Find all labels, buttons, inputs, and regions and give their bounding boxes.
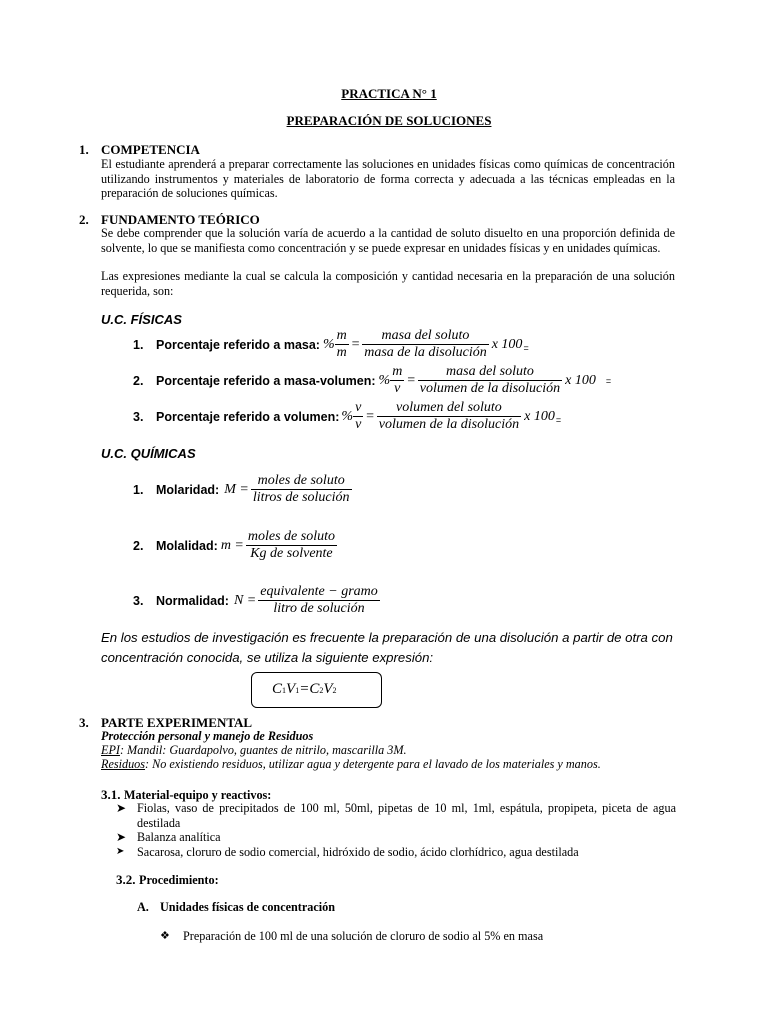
residuos-text: : No existiendo residuos, utilizar agua y detergente para el lavado de los materiales y manos. (145, 757, 601, 771)
quimica-formula-2 (133, 529, 337, 562)
fisica-2-percent: % (378, 372, 391, 388)
subsection-a-number: A. (137, 900, 149, 914)
title-number: N° 1 (412, 86, 437, 101)
fisica-formula-3: 3. Porcentaje referido a volumen: % $\frac{v}{v}$ = $\frac{\text{volumen del soluto}}{\text{volumen de la disolución}}$ x 100 = (133, 400, 562, 432)
fisica-1-percent: % (322, 336, 335, 352)
quimica-1-number: 1. (133, 482, 144, 497)
quimica-3-label: Normalidad: (156, 593, 229, 608)
section-3-2-title: Procedimiento: (139, 873, 219, 887)
fisicas-heading: U.C. FÍSICAS (101, 312, 182, 327)
materials-list (116, 801, 676, 859)
arrow-bullet-icon: ➤ (116, 845, 125, 857)
arrow-bullet-icon: ➤ (116, 830, 127, 844)
quimica-2-number: 2. (133, 538, 144, 553)
section-2-text-1: Se debe comprender que la solución varía de acuerdo a la cantidad de soluto disuelto en una proporción definida de solvente, lo que se manifiesta como concentración y se puede expresar en unidades físicas y en unidades químicas. (101, 226, 675, 255)
epi-text: : Mandil: Guardapolvo, guantes de nitrilo, mascarilla 3M. (119, 743, 407, 757)
epi-label: EPI (101, 743, 120, 757)
dilution-formula-box (251, 672, 382, 708)
diamond-bullet-icon: ❖ (160, 930, 170, 942)
fisica-formula-2: 2. Porcentaje referido a masa-volumen: % $\frac{m}{v}$ = $\frac{\text{masa del soluto}}{\text{volumen de la disolución}}$ x 100 = (133, 364, 612, 396)
list-item: ➤ Sacarosa, cloruro de sodio comercial, hidróxido de sodio, ácido clorhídrico, agua destilada (116, 844, 579, 859)
dilution-formula: C1V1=C2V2 (272, 681, 337, 697)
fisica-2-multiplier: x 100 (565, 372, 596, 388)
quimica-3-number: 3. (133, 593, 144, 608)
section-3-number: 3. (79, 715, 89, 730)
epi-line (101, 743, 407, 758)
arrow-bullet-icon: ➤ (116, 801, 127, 815)
section-1-number: 1. (79, 142, 89, 157)
quimica-1-label: Molaridad: (156, 482, 220, 497)
residuos-line (101, 757, 601, 772)
fisica-2-ratio: $\frac{m}{v}$ (392, 364, 403, 396)
section-2-number: 2. (79, 212, 89, 227)
list-item: ➤ Fiolas, vaso de precipitados de 100 ml, 50ml, pipetas de 10 ml, 1ml, espátula, propipeta, piceta de agua destilada (116, 801, 676, 830)
quimica-2-label: Molalidad: (156, 538, 218, 553)
list-item: ➤ Balanza analítica (116, 830, 221, 844)
quimicas-heading: U.C. QUÍMICAS (101, 446, 196, 461)
quimica-3-fraction: $\frac{\text{equivalente − gramo}}{\text{litro de solución}}$ (260, 584, 378, 616)
title-prefix: PRACTICA (341, 86, 410, 101)
fisica-2-number: 2. (133, 373, 144, 388)
fisica-2-fraction: $\frac{\text{masa del soluto}}{\text{volumen de la disolución}}$ (419, 364, 561, 396)
fisica-3-percent: % (341, 408, 354, 424)
section-3-2-number: 3.2. (116, 872, 136, 887)
section-1-title: COMPETENCIA (101, 142, 200, 157)
quimica-2-lhs: m = (220, 537, 244, 553)
quimica-1-lhs: M = (224, 481, 249, 497)
section-2-text-2: Las expresiones mediante la cual se calcula la composición y cantidad necesaria en la preparación de una solución requerida, son: (101, 269, 675, 298)
section-1-text: El estudiante aprenderá a preparar correctamente las soluciones en unidades físicas como químicas de concentración utilizando instrumentos y materiales de laboratorio de forma correcta y adecuada a las técnicas empleadas en la preparación de soluciones químicas. (101, 157, 675, 200)
fisica-3-fraction: $\frac{\text{volumen del soluto}}{\text{volumen de la disolución}}$ (378, 400, 520, 432)
fisica-3-ratio: $\frac{v}{v}$ (355, 400, 362, 432)
fisica-1-number: 1. (133, 337, 144, 352)
section-2-title: FUNDAMENTO TEÓRICO (101, 212, 260, 227)
quimica-formula-3 (133, 584, 380, 617)
procedure-item: ❖ Preparación de 100 ml de una solución de cloruro de sodio al 5% en masa (160, 929, 544, 943)
fisica-3-multiplier: x 100 (524, 408, 555, 424)
residuos-label: Residuos (101, 757, 146, 771)
quimica-3-lhs: N = (233, 592, 257, 608)
fisica-3-label: Porcentaje referido a volumen: (156, 409, 340, 424)
fisica-1-label: Porcentaje referido a masa: (156, 337, 320, 352)
quimica-formula-1 (133, 473, 352, 506)
fisica-formula-1: 1. Porcentaje referido a masa: % $\frac{m}{m}$ = $\frac{\text{masa del soluto}}{\text{masa de la disolución}}$ x 100 = (133, 328, 529, 360)
fisica-1-ratio: $\frac{m}{m}$ (336, 328, 347, 360)
section-3-1-title: Material-equipo y reactivos: (124, 788, 272, 802)
quimica-2-fraction: $\frac{\text{moles de soluto}}{\text{Kg de solvente}}$ (247, 529, 335, 561)
fisica-2-label: Porcentaje referido a masa-volumen: (156, 373, 376, 388)
section-3-1-number: 3.1. (101, 787, 121, 802)
fisica-1-multiplier: x 100 (491, 336, 523, 352)
subsection-a-title: Unidades físicas de concentración (160, 900, 336, 914)
practice-subtitle: PREPARACIÓN DE SOLUCIONES (286, 113, 492, 128)
fisica-3-number: 3. (133, 409, 144, 424)
protection-heading: Protección personal y manejo de Residuos (101, 729, 314, 743)
section-3-title: PARTE EXPERIMENTAL (101, 715, 253, 730)
practice-title (0, 86, 768, 102)
fisica-1-fraction: $\frac{\text{masa del soluto}}{\text{masa de la disolución}}$ (364, 328, 487, 360)
dilution-text: En los estudios de investigación es frecuente la preparación de una disolución a partir de otra con concentración conocida, se utiliza la siguiente expresión: (101, 630, 673, 665)
quimica-1-fraction: $\frac{\text{moles de soluto}}{\text{litros de solución}}$ (252, 473, 350, 505)
